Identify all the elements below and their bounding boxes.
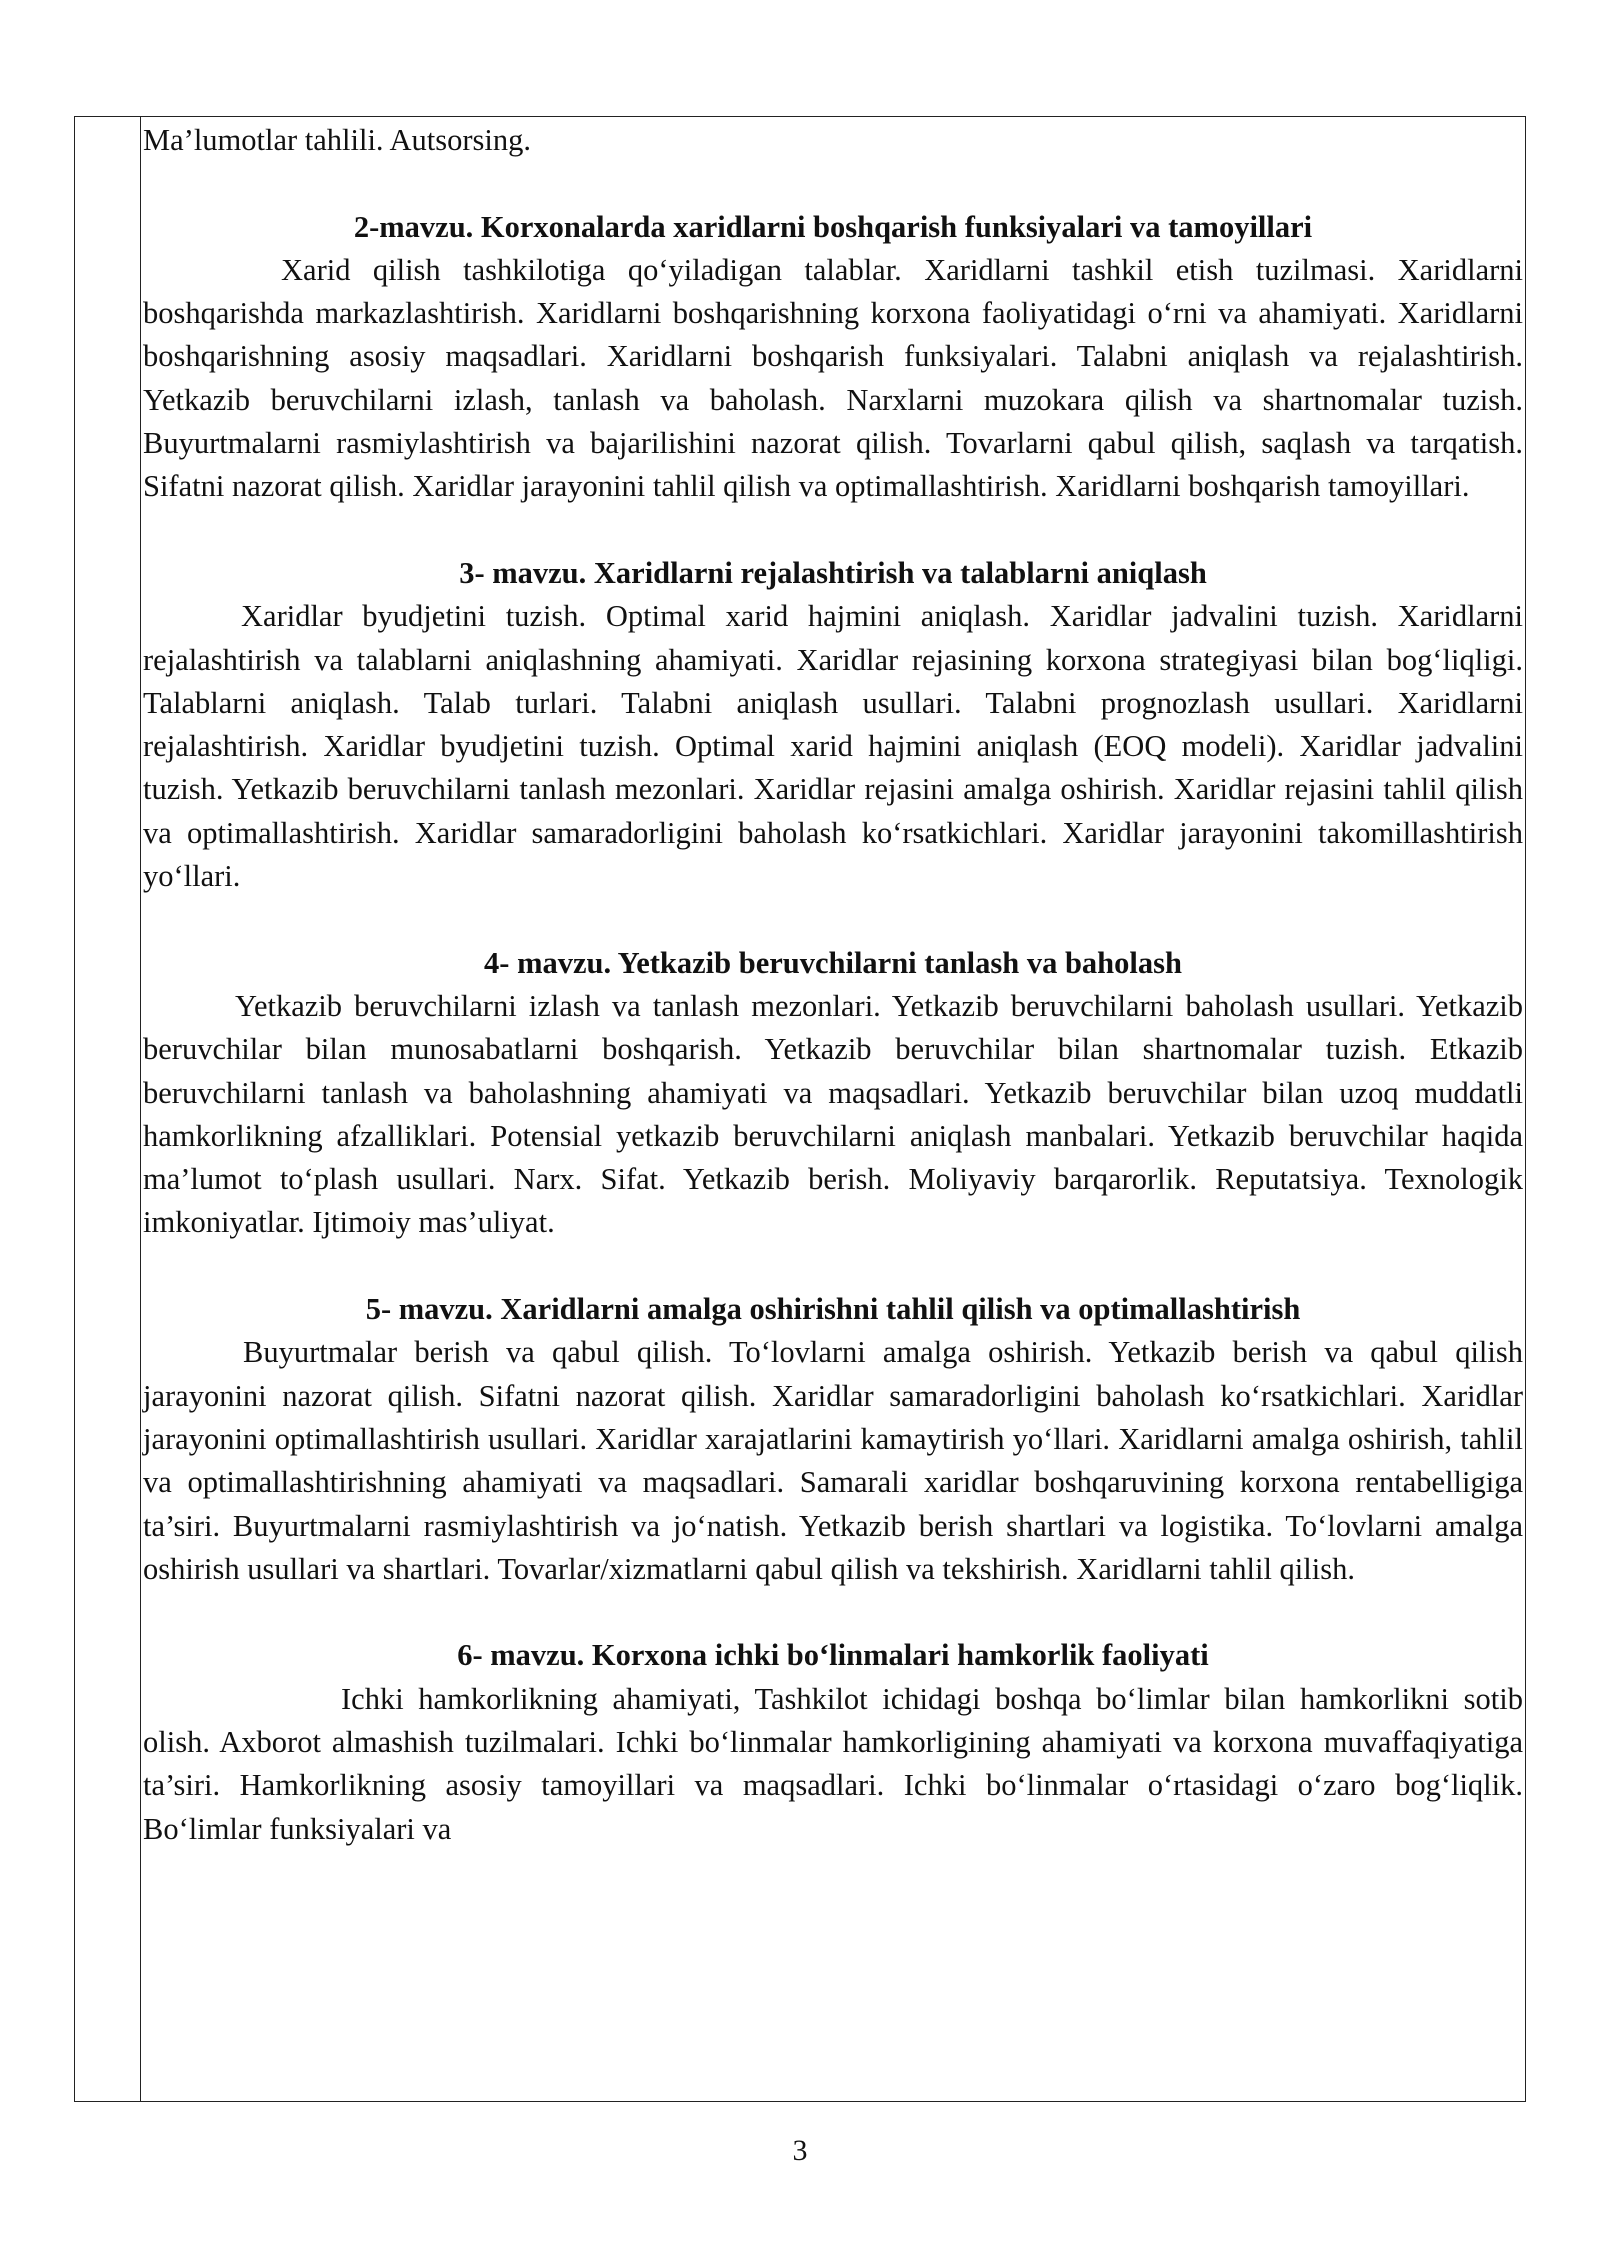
section-heading-5: 5- mavzu. Xaridlarni amalga oshirishni tahlil qilish va optimallashtirish [365, 1292, 1301, 1327]
section-body-3: Xaridlar byudjetini tuzish. Optimal xarid hajmini aniqlash. Xaridlar jadvalini tuzish. Xaridlarni rejalashtirish va talablarni aniqlashning ahamiyati. Xaridlar rejasining korxona strategiyasi bilan bog‘liqligi. Talablarni aniqlash. Talab turlari. Talabni aniqlash usullari. Talabni prognozlash usullari. Xaridlarni rejalashtirish. Xaridlar byudjetini tuzish. Optimal xarid hajmini aniqlash (EOQ modeli). Xaridlar jadvalini tuzish. Yetkazib beruvchilarni tanlash mezonlari. Xaridlar rejasini amalga oshirish. Xaridlar rejasini tahlil qilish va optimallashtirish. Xaridlar samaradorligini baholash ko‘rsatkichlari. Xaridlar jarayonini takomillashtirish yo‘llari. [143, 599, 1523, 894]
section-body-5: Buyurtmalar berish va qabul qilish. To‘lovlarni amalga oshirish. Yetkazib berish va qabul qilish jarayonini nazorat qilish. Sifatni nazorat qilish. Xaridlar samaradorligini baholash ko‘rsatkichlari. Xaridlar jarayonini optimallashtirish usullari. Xaridlar xarajatlarini kamaytirish yo‘llari. Xaridlarni amalga oshirish, tahlil va optimallashtirishning ahamiyati va maqsadlari. Samarali xaridlar boshqaruvining korxona rentabelligiga ta’siri. Buyurtmalarni rasmiylashtirish va jo‘natish. Yetkazib berish shartlari va logistika. To‘lovlarni amalga oshirish usullari va shartlari. Tovarlar/xizmatlarni qabul qilish va tekshirish. Xaridlarni tahlil qilish. [143, 1335, 1523, 1586]
section-heading-6: 6- mavzu. Korxona ichki bo‘linmalari hamkorlik faoliyati [457, 1638, 1209, 1673]
section-body-4: Yetkazib beruvchilarni izlash va tanlash mezonlari. Yetkazib beruvchilarni baholash usullari. Yetkazib beruvchilar bilan munosabatlarni boshqarish. Yetkazib beruvchilar bilan shartnomalar tuzish. Etkazib beruvchilarni tanlash va baholashning ahamiyati va maqsadlari. Yetkazib beruvchilar bilan uzoq muddatli hamkorlikning afzalliklari. Potensial yetkazib beruvchilarni aniqlash manbalari. Yetkazib beruvchilar haqida ma’lumot to‘plash usullari. Narx. Sifat. Yetkazib berish. Moliyaviy barqarorlik. Reputatsiya. Texnologik imkoniyatlar. Ijtimoiy mas’uliyat. [143, 988, 1523, 1240]
left-column [75, 117, 141, 2101]
section-heading-3: 3- mavzu. Xaridlarni rejalashtirish va talablarni aniqlash [459, 555, 1207, 590]
intro-line: Ma’lumotlar tahlili. Autsorsing. [143, 123, 531, 157]
page-number: 3 [792, 2134, 808, 2167]
section-heading-2: 2-mavzu. Korxonalarda xaridlarni boshqarish funksiyalari va tamoyillari [353, 209, 1313, 244]
section-heading-4: 4- mavzu. Yetkazib beruvchilarni tanlash va baholash [484, 945, 1182, 980]
section-body-2: Xarid qilish tashkilotiga qo‘yiladigan talablar. Xaridlarni tashkil etish tuzilmasi. Xaridlarni boshqarishda markazlashtirish. Xaridlarni boshqarishning korxona faoliyatidagi o‘rni va ahamiyati. Xaridlarni boshqarishning asosiy maqsadlari. Xaridlarni boshqarish funksiyalari. Talabni aniqlash va rejalashtirish. Yetkazib beruvchilarni izlash, tanlash va baholash. Narxlarni muzokara qilish va shartnomalar tuzish. Buyurtmalarni rasmiylashtirish va bajarilishini nazorat qilish. Tovarlarni qabul qilish, saqlash va tarqatish. Sifatni nazorat qilish. Xaridlar jarayonini tahlil qilish va optimallashtirish. Xaridlarni boshqarish tamoyillari. [143, 252, 1523, 504]
section-body-6: Ichki hamkorlikning ahamiyati, Tashkilot ichidagi boshqa bo‘limlar bilan hamkorlikni sotib olish. Axborot almashish tuzilmalari. Ichki bo‘linmalar hamkorligining ahamiyati va korxona muvaffaqiyatiga ta’siri. Hamkorlikning asosiy tamoyillari va maqsadlari. Ichki bo‘linmalar o‘rtasidagi o‘zaro bog‘liqlik. Bo‘limlar funksiyalari va [143, 1681, 1523, 1846]
table-frame [74, 116, 1526, 2102]
content-column [143, 119, 1523, 2101]
